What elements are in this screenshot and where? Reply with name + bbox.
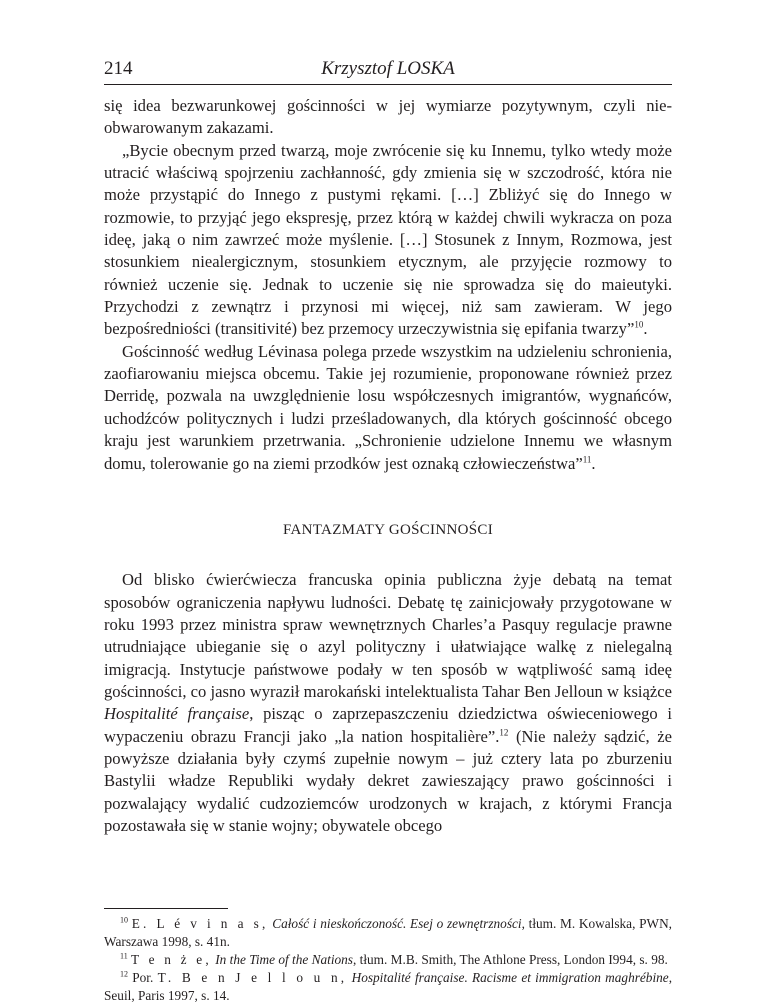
footnote-ref-11: 11 bbox=[582, 453, 592, 464]
section-paragraph-text-1: Od blisko ćwierćwiecza francuska opinia publiczna żyje debatą na temat sposobów ograniczenia napływu ludności. Debatę tę zainicjowały przygotowane w roku 1993 przez ministra spraw wewnętrznych Charles’a Pasquy regulacje prawne utrudniające ubieganie się o azyl polityczny i ułatwiające walkę z nielegalną imigracją. Instytucje państwowe podały w ten sposób w wątpliwość samą ideę gościnności, co jasno wyraził marokański intelektualista Tahar Ben Jelloun w książce bbox=[104, 570, 672, 701]
quote-text: „Bycie obecnym przed twarzą, moje zwrócenie się ku Innemu, tylko wtedy może utracić właściwą spojrzeniu zachłanność, gdy zmienia się w szczodrość, która nie może przystąpić do Innego z pustymi rękami. […] Zbliżyć się do Innego w rozmowie, to przyjąć jego ekspresję, przez którą w każdej chwili wykracza on poza ideę, jaką o nim zawrzeć może myślenie. […] Stosunek z Innym, Rozmowa, jest stosunkiem niealergicznym, stosunkiem etycznym, ale przyjęcie rozmowy to również uczenie się. Jednak to uczenie się nie sprowadza się do maieutyki. Przychodzi z zewnątrz i przynosi mi więcej, niż sam zawieram. W jego bezpośredniości (transitivité) bez przemocy urzeczywistnia się epifania twarzy” bbox=[104, 140, 672, 339]
footnote-title: In the Time of the Nations bbox=[215, 952, 353, 967]
footnote-author: E. L é v i n a s, bbox=[131, 916, 269, 931]
footnote-prefix: Por. bbox=[132, 970, 158, 985]
footnote-number: 11 bbox=[120, 951, 128, 961]
footnote-ref-12: 12 bbox=[499, 727, 509, 738]
footnote-rest: , Seuil, Paris 1997, s. 14. bbox=[104, 970, 673, 1003]
footnotes bbox=[104, 908, 672, 1005]
footnote-author: T. B e n J e l l o u n, bbox=[157, 970, 348, 985]
footnote-title: Całość i nieskończoność. Esej o zewnętrzności bbox=[272, 916, 522, 931]
footnote-11 bbox=[104, 951, 672, 969]
footnote-12 bbox=[104, 969, 672, 1005]
footnote-10 bbox=[104, 915, 672, 951]
paragraph-3: Gościnność według Lévinasa polega przede wszystkim na udzieleniu schronienia, zaofiarowaniu miejsca obcemu. Takie jej rozumienie, proponowane również przez Derridę, pozwala na uwzględnienie losu współczesnych imigrantów, wygnańców, uchodźców politycznych i ludzi prześladowanych, dla których gościnność obcego kraju jest warunkiem przetrwania. „Schronienie udzielone Innemu we własnym domu, tolerowanie go na ziemi przodków jest oznaką człowieczeństwa”$^{11}$. bbox=[104, 341, 672, 473]
page-number: 214 bbox=[104, 58, 133, 79]
footnote-rule bbox=[104, 908, 228, 909]
footnote-number: 10 bbox=[120, 915, 128, 925]
quote-paragraph: „Bycie obecnym przed twarzą, moje zwrócenie się ku Innemu, tylko wtedy może utracić właściwą spojrzeniu zachłanność, gdy zmienia się w szczodrość, która nie może przystąpić do Innego z pustymi rękami. […] Zbliżyć się do Innego w rozmowie, to przyjąć jego ekspresję, przez którą w każdej chwili wykracza on poza ideę, jaką o nim zawrzeć może myślenie. […] Stosunek z Innym, Rozmowa, jest stosunkiem niealergicznym, stosunkiem etycznym, ale przyjęcie rozmowy to również uczenie się. Jednak to uczenie się nie sprowadza się do maieutyki. Przychodzi z zewnątrz i przynosi mi więcej, niż sam zawieram. W jego bezpośredniości (transitivité) bez przemocy urzeczywistnia się epifania twarzy”$^{10}$. bbox=[104, 140, 672, 339]
book-title: Hospitalité française bbox=[104, 704, 250, 724]
body-text bbox=[104, 95, 672, 837]
paragraph-3-text: Gościnność według Lévinasa polega przede wszystkim na udzieleniu schronienia, zaofiarowaniu miejsca obcemu. Takie jej rozumienie, proponowane również przez Derridę, pozwala na uwzględnienie losu współczesnych imigrantów, wygnańców, uchodźców politycznych i ludzi prześladowanych, dla których gościnność obcego kraju jest warunkiem przetrwania. „Schronienie udzielone Innemu we własnym domu, tolerowanie go na ziemi przodków jest oznaką człowieczeństwa” bbox=[104, 341, 672, 473]
footnote-ref-10: 10 bbox=[634, 319, 644, 330]
section-paragraph bbox=[104, 569, 672, 837]
page-header bbox=[104, 54, 672, 85]
section-heading: FANTAZMATY GOŚCINNOŚCI bbox=[283, 521, 493, 538]
footnote-title: Hospitalité française. Racisme et immigration maghrébine bbox=[351, 970, 669, 985]
page bbox=[104, 54, 672, 837]
footnote-author: T e n ż e, bbox=[131, 952, 212, 967]
section-paragraph-text-3: (Nie należy sądzić, że powyższe działania były czymś zupełnie nowym – już cztery lata po zburzeniu Bastylii władze Republiki wydały dekret zawieszający prawo gościnności i pozwalający wydalić cudzoziemców urodzonych w krajach, z którymi Francja pozostawała się w stanie wojny; obywatele obcego bbox=[104, 726, 672, 835]
paragraph-1: się idea bezwarunkowej gościnności w jej wymiarze pozytywnym, czyli nieobwarowanym zakazami. bbox=[104, 96, 672, 138]
footnote-rest: , tłum. M.B. Smith, The Athlone Press, London I994, s. 98. bbox=[353, 952, 668, 967]
footnote-rest: , tłum. M. Kowalska, PWN, Warszawa 1998, s. 41n. bbox=[104, 916, 672, 949]
running-head: Krzysztof LOSKA bbox=[321, 58, 455, 79]
footnote-number: 12 bbox=[120, 969, 128, 979]
section-paragraph-text-2: , pisząc o zaprzepaszczeniu dziedzictwa oświeceniowego i wypaczeniu obrazu Francji jako „la nation hospitalière”. bbox=[104, 704, 672, 746]
